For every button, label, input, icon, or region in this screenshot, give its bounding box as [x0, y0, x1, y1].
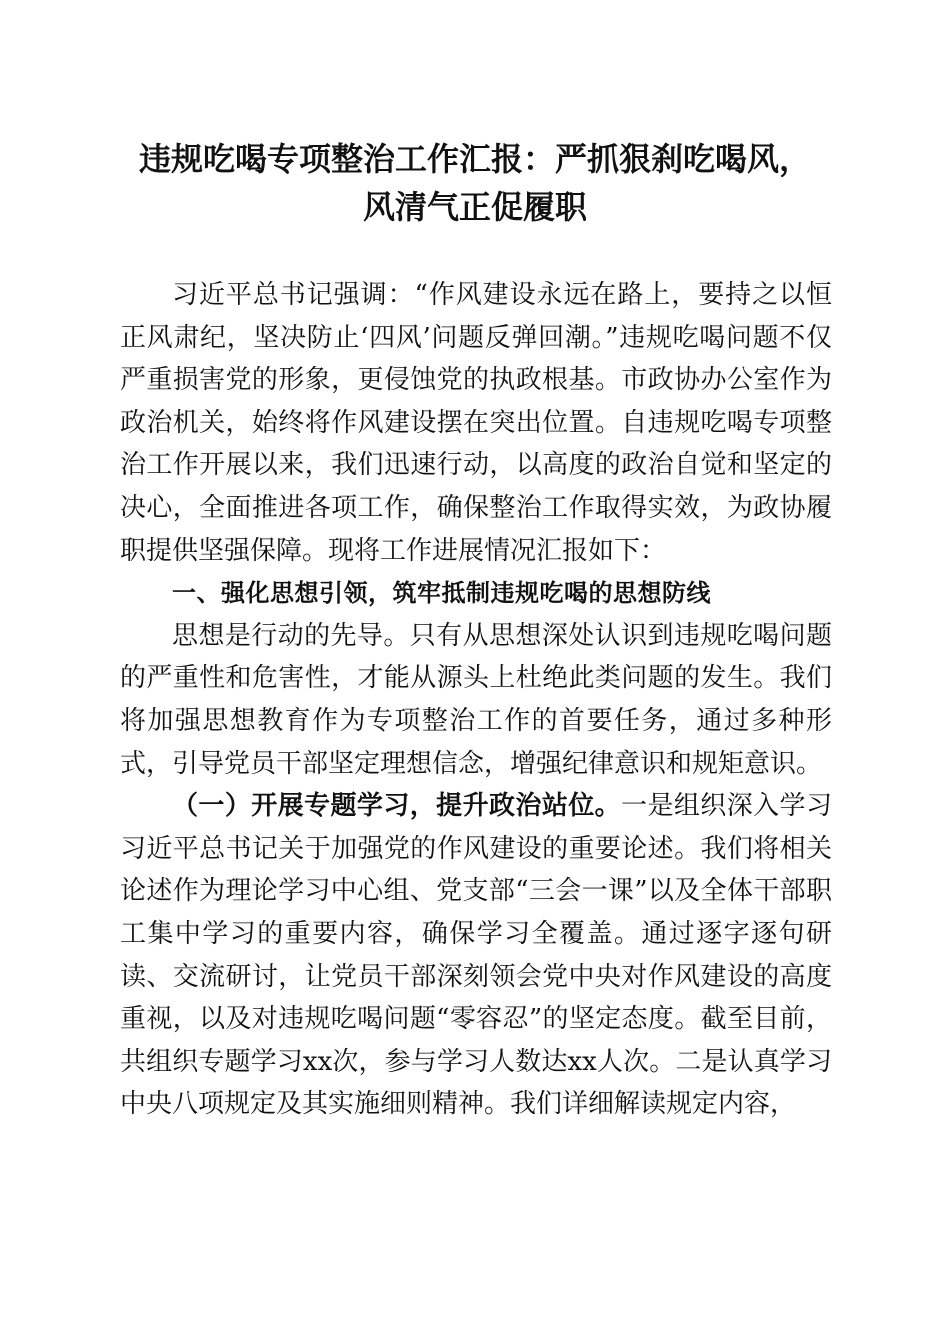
document-title — [100, 135, 850, 231]
subsection-1-text: 一是组织深入学习习近平总书记关于加强党的作风建设的重要论述。我们将相关论述作为理论学习中心组、党支部“三会一课”以及全体干部职工集中学习的重要内容，确保学习全覆盖。通过逐字逐句研读、交流研讨，让党员干部深刻领会党中央对作风建设的高度重视，以及对违规吃喝问题“零容忍”的坚定态度。截至目前，共组织专题学习xx次，参与学习人数达xx人次。二是认真学习中央八项规定及其实施细则精神。我们详细解读规定内容， — [120, 791, 832, 1120]
subsection-1-heading: （一）开展专题学习，提升政治站位。 — [172, 791, 622, 822]
section-1-paragraph: 思想是行动的先导。只有从思想深处认识到违规吃喝问题的严重性和危害性，才能从源头上杜绝此类问题的发生。我们将加强思想教育作为专项整治工作的首要任务，通过多种形式，引导党员干部坚定理想信念，增强纪律意识和规矩意识。 — [120, 620, 832, 779]
title-line-2: 风清气正促履职 — [362, 188, 587, 226]
intro-paragraph: 习近平总书记强调：“作风建设永远在路上，要持之以恒正风肃纪，坚决防止‘四风’问题反弹回潮。”违规吃喝问题不仅严重损害党的形象，更侵蚀党的执政根基。市政协办公室作为政治机关，始终将作风建设摆在突出位置。自违规吃喝专项整治工作开展以来，我们迅速行动，以高度的政治自觉和坚定的决心，全面推进各项工作，确保整治工作取得实效，为政协履职提供坚强保障。现将工作进展情况汇报如下： — [120, 280, 832, 566]
section-1-heading: 一、强化思想引领，筑牢抵制违规吃喝的思想防线 — [172, 579, 711, 608]
title-line-1: 违规吃喝专项整治工作汇报：严抓狠刹吃喝风， — [138, 140, 811, 178]
document-body — [120, 274, 832, 1126]
subsection-1-paragraph — [120, 785, 832, 1126]
